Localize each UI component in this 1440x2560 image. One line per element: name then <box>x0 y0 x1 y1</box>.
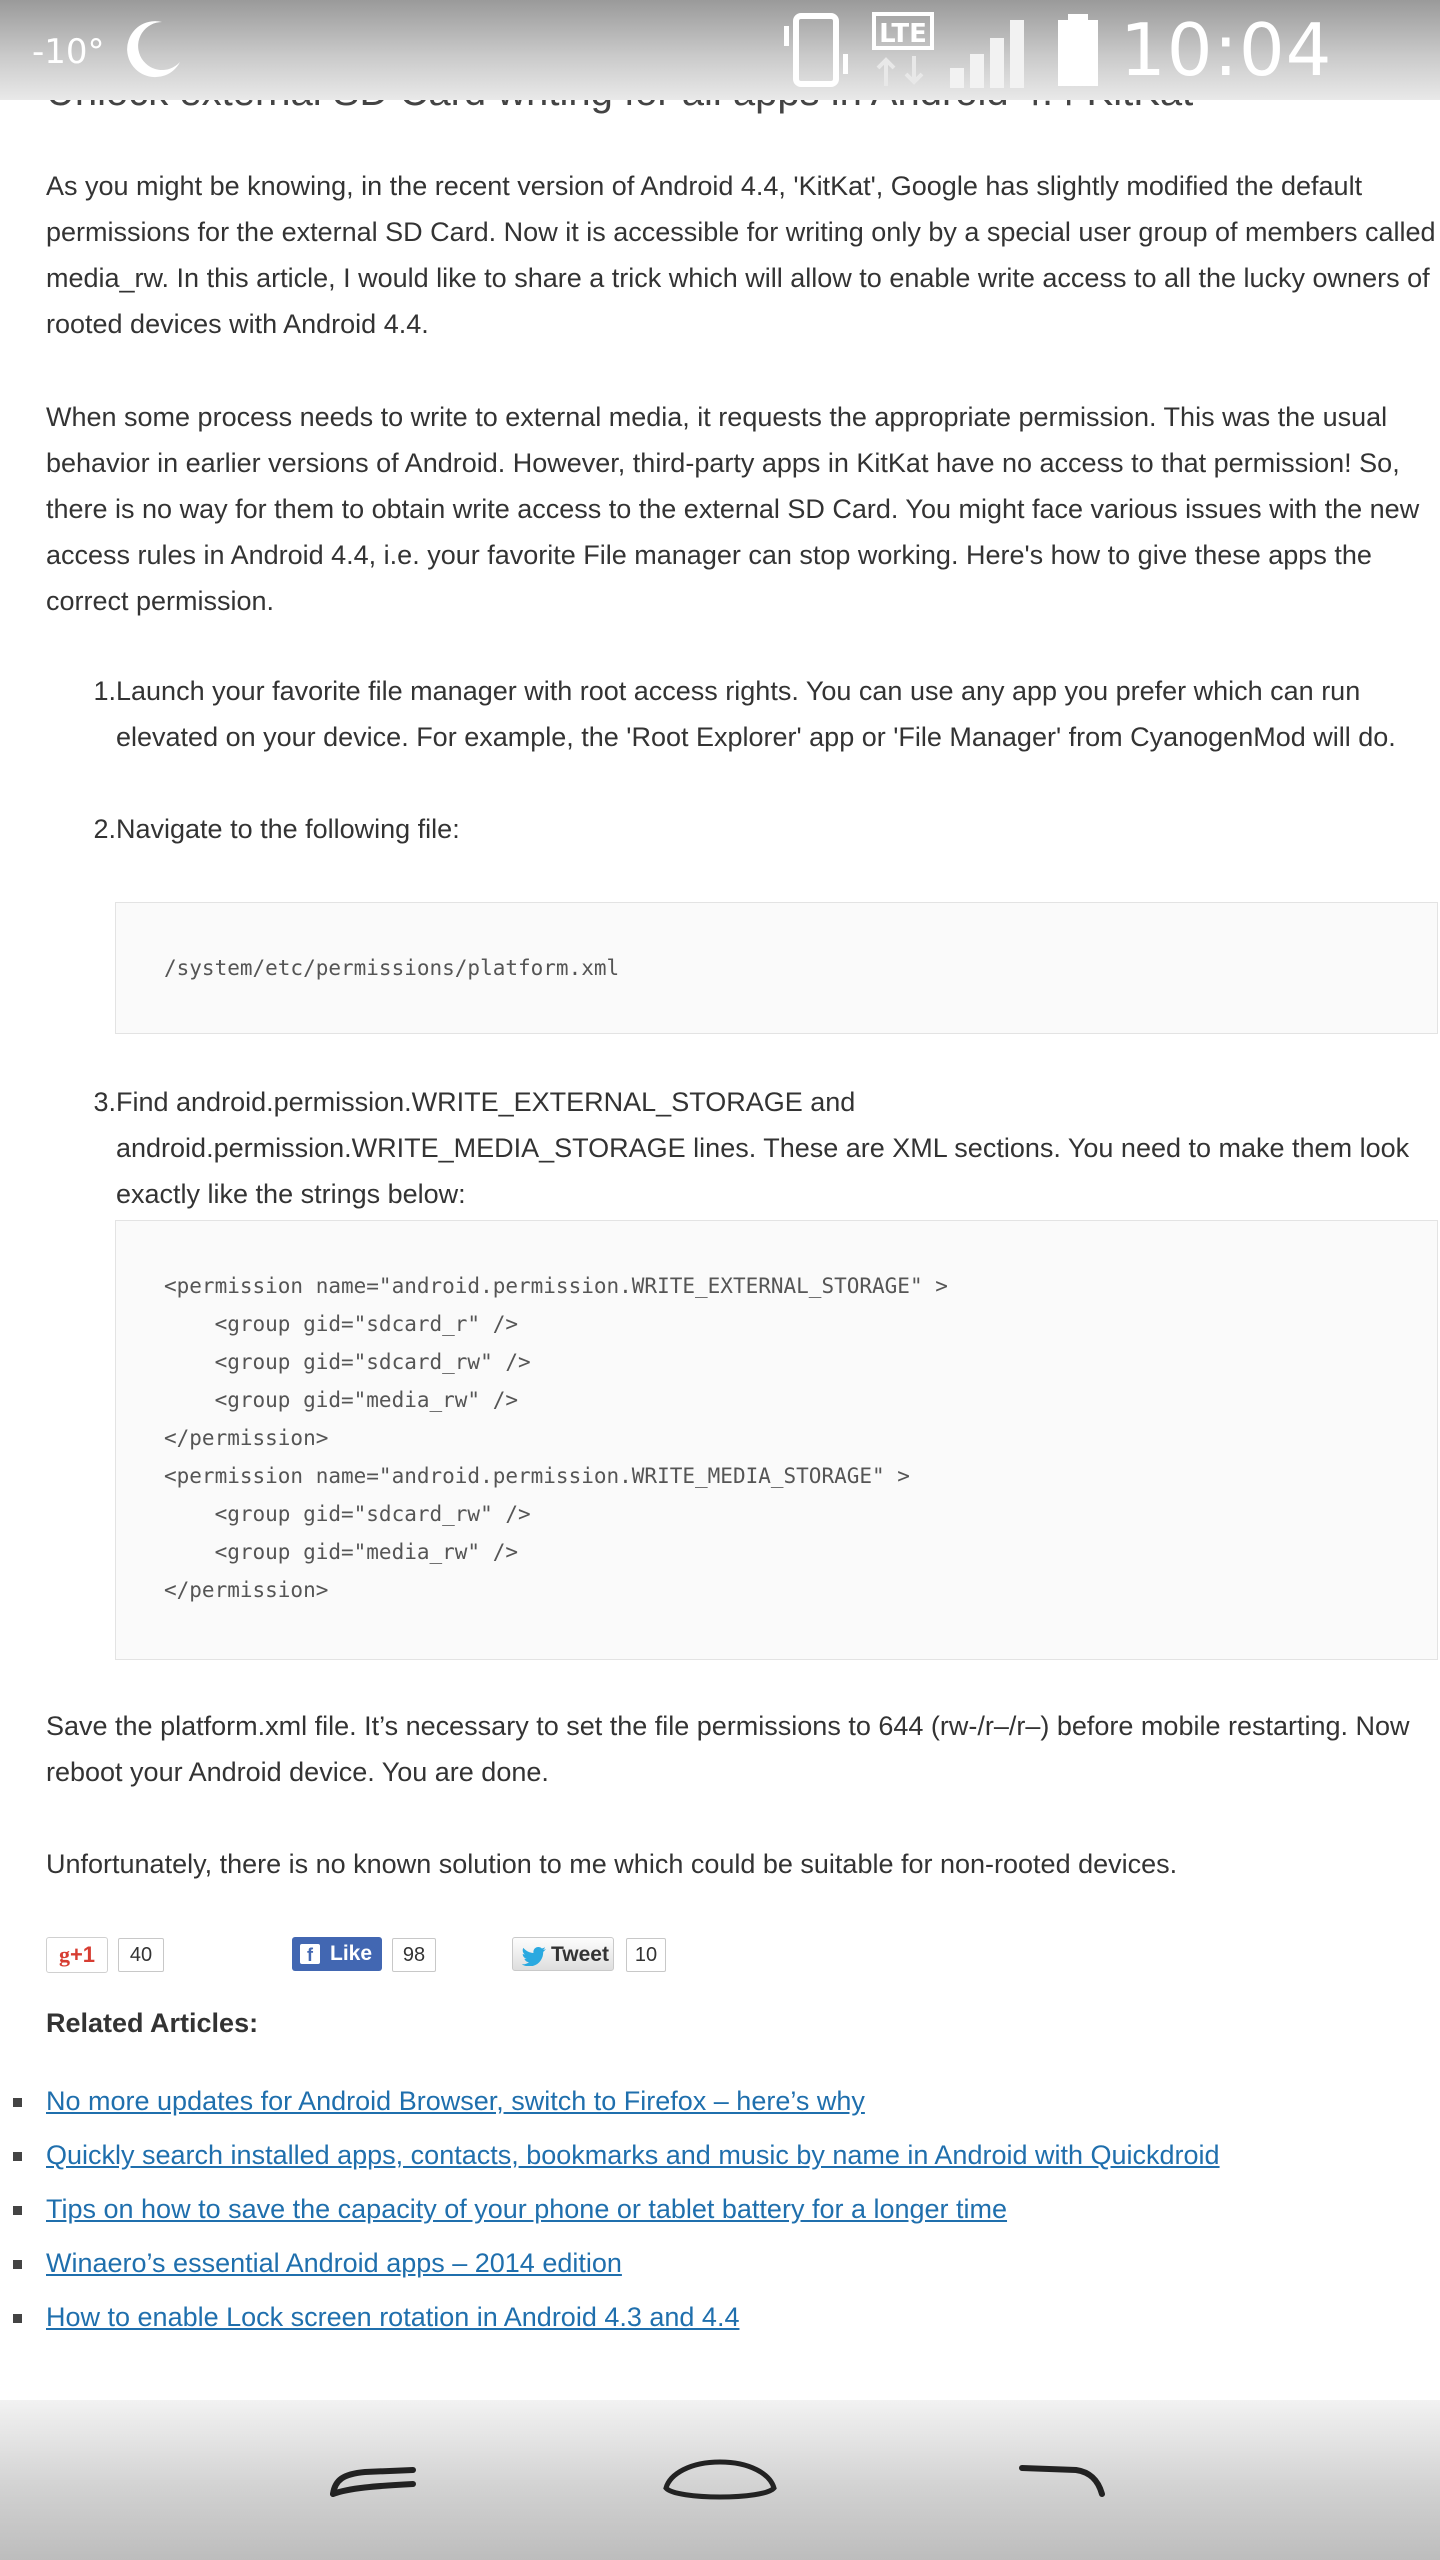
gplus-g-icon: g <box>58 1942 70 1967</box>
bullet <box>13 2152 22 2161</box>
status-bar <box>0 0 1440 176</box>
tweet-count: 10 <box>626 1938 666 1972</box>
bullet <box>13 2206 22 2215</box>
facebook-icon: f <box>300 1944 320 1964</box>
home-icon[interactable] <box>660 2454 780 2506</box>
code-line: <permission name="android.permission.WRITE_MEDIA_STORAGE" > <box>164 1464 910 1488</box>
facebook-like-button[interactable] <box>292 1937 382 1971</box>
list-item <box>0 2189 1440 2229</box>
bullet <box>13 2314 22 2323</box>
code-line: <group gid="sdcard_rw" /> <box>164 1350 531 1374</box>
clock: 10:04 AM <box>1120 8 1333 176</box>
list-item <box>0 2243 1440 2283</box>
explanation-paragraph: When some process needs to write to external media, it requests the appropriate permission. This was the usual behavior in earlier versions of Android. However, third-party apps in KitKat have no access to that permission! So, there is no way for them to obtain write access to the external SD Card. You might face various issues with the new access rules in Android 4.4, i.e. your favorite File manager can stop working. Here's how to give these apps the correct permission. <box>46 402 1420 616</box>
bullet <box>13 2098 22 2107</box>
final-paragraph: Unfortunately, there is no known solution to me which could be suitable for non-rooted devices. <box>46 1849 1178 1879</box>
facebook-like-count: 98 <box>392 1938 436 1972</box>
back-icon[interactable] <box>325 2462 421 2502</box>
intro-paragraph: As you might be knowing, in the recent version of Android 4.4, 'KitKat', Google has slightly modified the default permissions for the external SD Card. Now it is accessible for writing only by a special user group of members called media_rw. In this article, I would like to share a trick which will allow to enable write access to all the lucky owners of rooted devices with Android 4.4. <box>46 171 1436 339</box>
lte-label: LTE <box>879 19 927 49</box>
code-line: </permission> <box>164 1426 329 1450</box>
bullet <box>13 2260 22 2269</box>
navigation-bar <box>0 2400 1440 2560</box>
list-item <box>0 2297 1440 2337</box>
list-item <box>0 2135 1440 2175</box>
related-article-link[interactable]: Quickly search installed apps, contacts, bookmarks and music by name in Android with Quickdroid <box>46 2140 1220 2170</box>
step-number: 2. <box>93 814 116 844</box>
battery-icon <box>1054 12 1102 88</box>
code-line: </permission> <box>164 1578 329 1602</box>
related-article-link[interactable]: Winaero’s essential Android apps – 2014 edition <box>46 2248 622 2278</box>
recent-icon[interactable] <box>1018 2462 1108 2502</box>
step-text: Launch your favorite file manager with root access rights. You can use any app you prefer which can run elevated on your device. For example, the 'Root Explorer' app or 'File Manager' from CyanogenMod will do. <box>116 676 1396 752</box>
gplus-count: 40 <box>118 1938 164 1972</box>
code-block-path <box>115 902 1438 1034</box>
code-block-xml <box>115 1220 1438 1660</box>
step-text: Navigate to the following file: <box>116 814 460 844</box>
step-text: Find android.permission.WRITE_EXTERNAL_STORAGE and android.permission.WRITE_MEDIA_STORAGE lines. These are XML sections. You need to make them look exactly like the strings below: <box>116 1087 1410 1209</box>
code-line: <group gid="sdcard_r" /> <box>164 1312 519 1336</box>
gplus-button[interactable] <box>46 1937 108 1973</box>
code-line: /system/etc/permissions/platform.xml <box>164 956 620 980</box>
related-article-link[interactable]: No more updates for Android Browser, switch to Firefox – here’s why <box>46 2086 865 2116</box>
save-paragraph: Save the platform.xml file. It’s necessary to set the file permissions to 644 (rw-/r–/r–) before mobile restarting. Now reboot your Android device. You are done. <box>46 1711 1410 1787</box>
list-item <box>0 2081 1440 2121</box>
related-article-link[interactable]: How to enable Lock screen rotation in Android 4.3 and 4.4 <box>46 2302 740 2332</box>
lte-icon <box>872 10 936 90</box>
tweet-label: Tweet <box>551 1943 609 1966</box>
signal-icon <box>948 10 1034 90</box>
facebook-like-label: Like <box>330 1942 373 1965</box>
related-article-link[interactable]: Tips on how to save the capacity of your phone or tablet battery for a longer time <box>46 2194 1008 2224</box>
temperature: -10° <box>32 32 105 72</box>
tweet-button[interactable] <box>512 1937 614 1971</box>
code-line: <group gid="media_rw" /> <box>164 1388 519 1412</box>
moon-icon <box>122 16 186 80</box>
step-number: 1. <box>93 676 116 706</box>
twitter-bird-icon <box>521 1946 547 1966</box>
code-line: <group gid="media_rw" /> <box>164 1540 519 1564</box>
vibrate-icon <box>780 12 852 88</box>
gplus-label: +1 <box>69 1942 96 1967</box>
step-number: 3. <box>93 1087 116 1117</box>
code-line: <group gid="sdcard_rw" /> <box>164 1502 531 1526</box>
code-line: <permission name="android.permission.WRITE_EXTERNAL_STORAGE" > <box>164 1274 948 1298</box>
related-articles-heading: Related Articles: <box>46 2008 259 2038</box>
